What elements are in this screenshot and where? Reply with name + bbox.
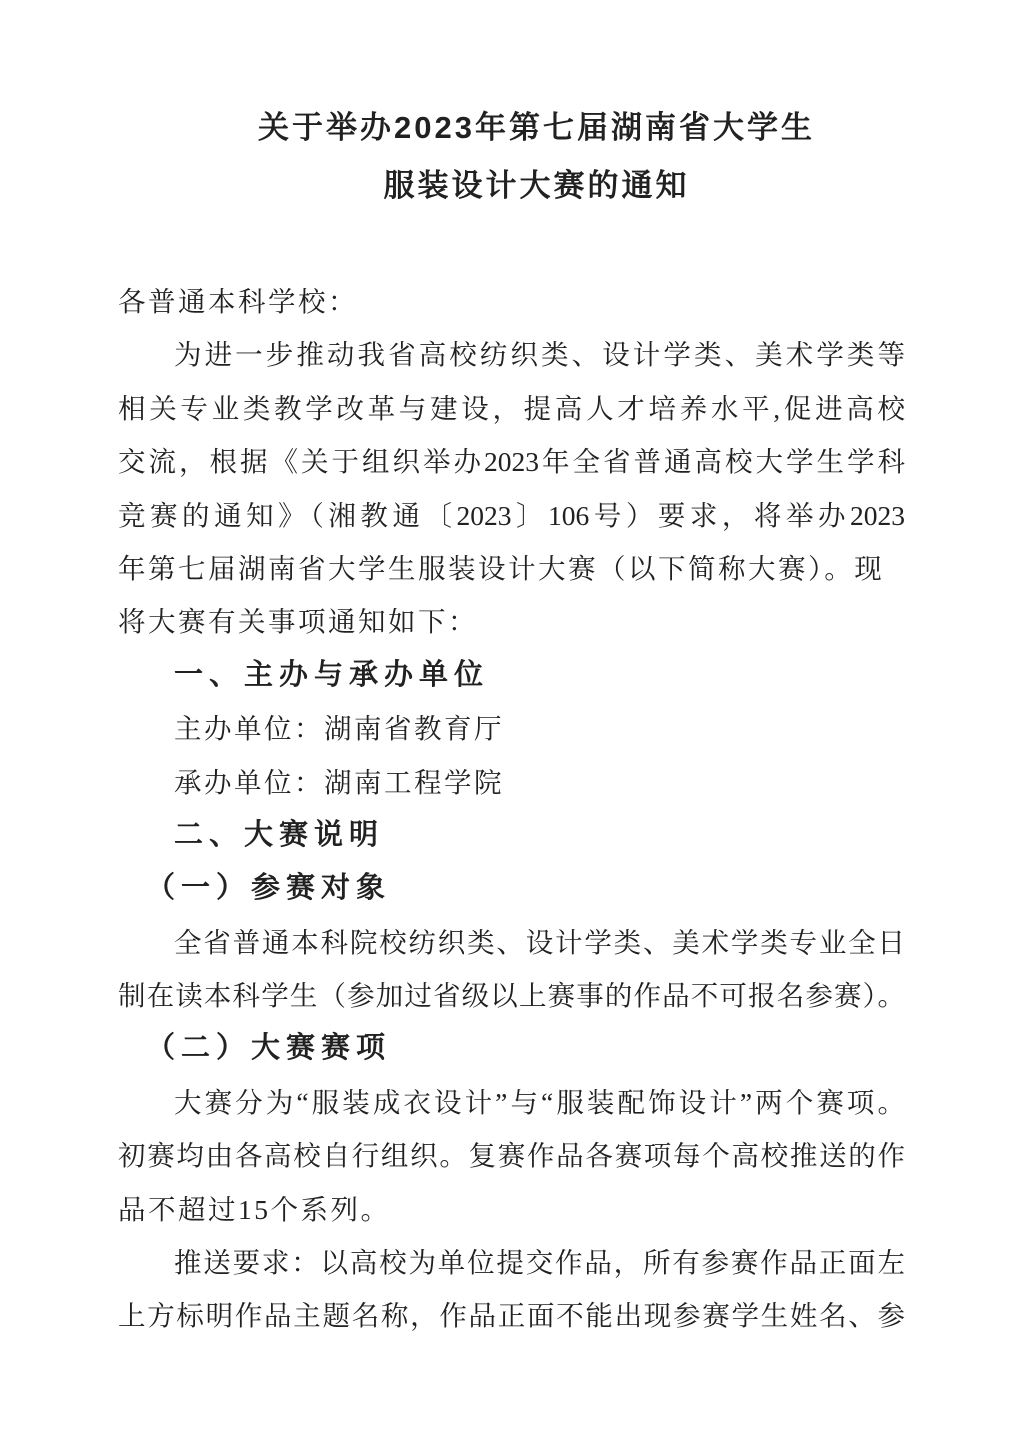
section-heading-line: 二、大赛说明	[174, 818, 385, 851]
text-line: 上方标明作品主题名称，作品正面不能出现参赛学生姓名、参	[118, 1300, 905, 1332]
document-title	[143, 99, 930, 215]
text-line: 大赛分为“服装成衣设计”与“服装配饰设计”两个赛项。	[174, 1086, 905, 1118]
text-line: 为进一步推动我省高校纺织类、设计学类、美术学类等	[174, 339, 905, 371]
text-line: 推送要求：以高校为单位提交作品，所有参赛作品正面左	[174, 1247, 905, 1279]
section-heading-line: （一）参赛对象	[146, 872, 392, 905]
document-title-line-2: 服装设计大赛的通知	[383, 168, 690, 203]
text-line: 各普通本科学校：	[118, 286, 358, 317]
document-body	[118, 275, 905, 1343]
text-line: 竞赛的通知》（湘教通〔2023〕106号）要求，将举办2023	[118, 499, 905, 531]
text-line: 相关专业类教学改革与建设，提高人才培养水平,促进高校	[118, 392, 905, 424]
text-line: 全省普通本科院校纺织类、设计学类、美术学类专业全日	[174, 926, 905, 958]
section-heading-line: 一、主办与承办单位	[174, 658, 490, 691]
text-line: 将大赛有关事项通知如下：	[118, 606, 478, 638]
text-line: 年第七届湖南省大学生服装设计大赛（以下简称大赛）。现	[118, 552, 885, 584]
text-line: 制在读本科学生（参加过省级以上赛事的作品不可报名参赛）。	[118, 980, 905, 1012]
text-line: 承办单位：湖南工程学院	[174, 766, 504, 798]
text-line: 初赛均由各高校自行组织。复赛作品各赛项每个高校推送的作	[118, 1140, 905, 1172]
text-line: 主办单位：湖南省教育厅	[174, 713, 504, 745]
document-title-line-1: 关于举办2023年第七届湖南省大学生	[258, 110, 815, 145]
text-line: 品不超过15个系列。	[118, 1193, 391, 1225]
document-content	[0, 99, 1024, 1343]
section-heading-line: （二）大赛赛项	[146, 1032, 392, 1065]
text-line: 交流，根据《关于组织举办2023年全省普通高校大学生学科	[118, 446, 905, 478]
